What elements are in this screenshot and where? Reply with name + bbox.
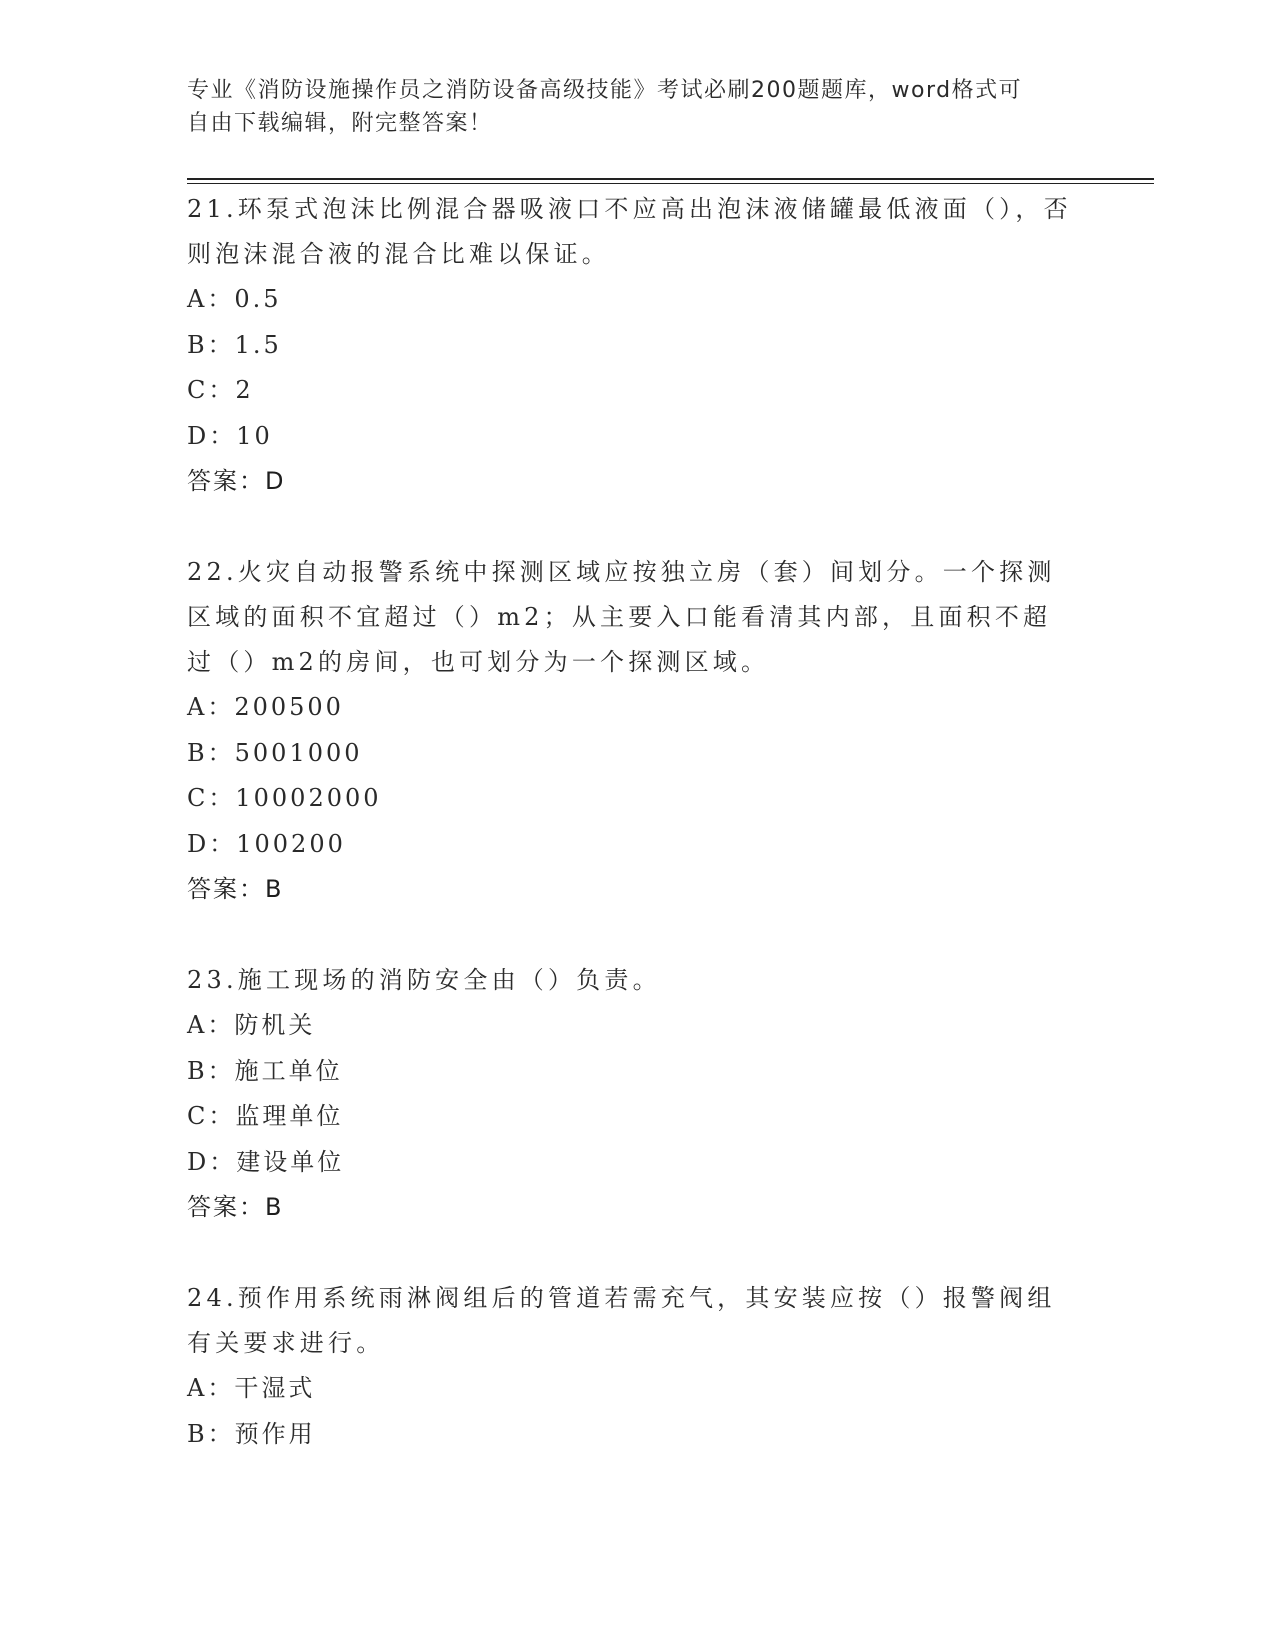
question-stem: 21.环泵式泡沫比例混合器吸液口不应高出泡沫液储罐最低液面（），否则泡沫混合液的混合比难以保证。 (187, 195, 1072, 268)
option-a: A：0.5 (187, 285, 282, 313)
option-a: A：200500 (187, 693, 344, 721)
option-b: B：5001000 (187, 738, 363, 767)
option-d: D：100200 (187, 829, 346, 858)
question-gap (187, 1230, 1087, 1276)
option-c: C：10002000 (187, 784, 382, 812)
question-gap (187, 912, 1087, 958)
header-line-1: 专业《消防设施操作员之消防设备高级技能》考试必刷200题题库，word格式可 (187, 78, 1023, 103)
header-divider-thin (187, 183, 1154, 184)
option-a: A：干湿式 (187, 1374, 316, 1402)
option-a: A：防机关 (187, 1011, 316, 1039)
option-d: D：10 (187, 421, 273, 450)
header-line-2: 自由下载编辑，附完整答案！ (187, 111, 493, 136)
answer-line: 答案：B (187, 1193, 284, 1221)
answer-line: 答案：B (187, 875, 284, 903)
option-d: D：建设单位 (187, 1147, 345, 1176)
question-gap (187, 504, 1087, 550)
question-22 (187, 550, 1087, 912)
answer-line: 答案：D (187, 467, 286, 495)
document-header (187, 74, 1067, 140)
question-stem: 22.火灾自动报警系统中探测区域应按独立房（套）间划分。一个探测区域的面积不宜超过（）m2；从主要入口能看清其内部，且面积不超过（）m2的房间，也可划分为一个探测区域。 (187, 558, 1056, 676)
option-b: B：施工单位 (187, 1056, 343, 1085)
question-24 (187, 1276, 1087, 1457)
option-b: B：预作用 (187, 1419, 316, 1448)
question-list (187, 187, 1087, 1457)
option-b: B：1.5 (187, 330, 282, 359)
option-c: C：2 (187, 376, 254, 404)
question-21 (187, 187, 1087, 504)
option-c: C：监理单位 (187, 1102, 344, 1130)
question-stem: 23.施工现场的消防安全由（）负责。 (187, 966, 661, 994)
header-divider-thick (187, 178, 1154, 180)
question-23 (187, 958, 1087, 1230)
question-stem: 24.预作用系统雨淋阀组后的管道若需充气，其安装应按（）报警阀组有关要求进行。 (187, 1284, 1056, 1357)
